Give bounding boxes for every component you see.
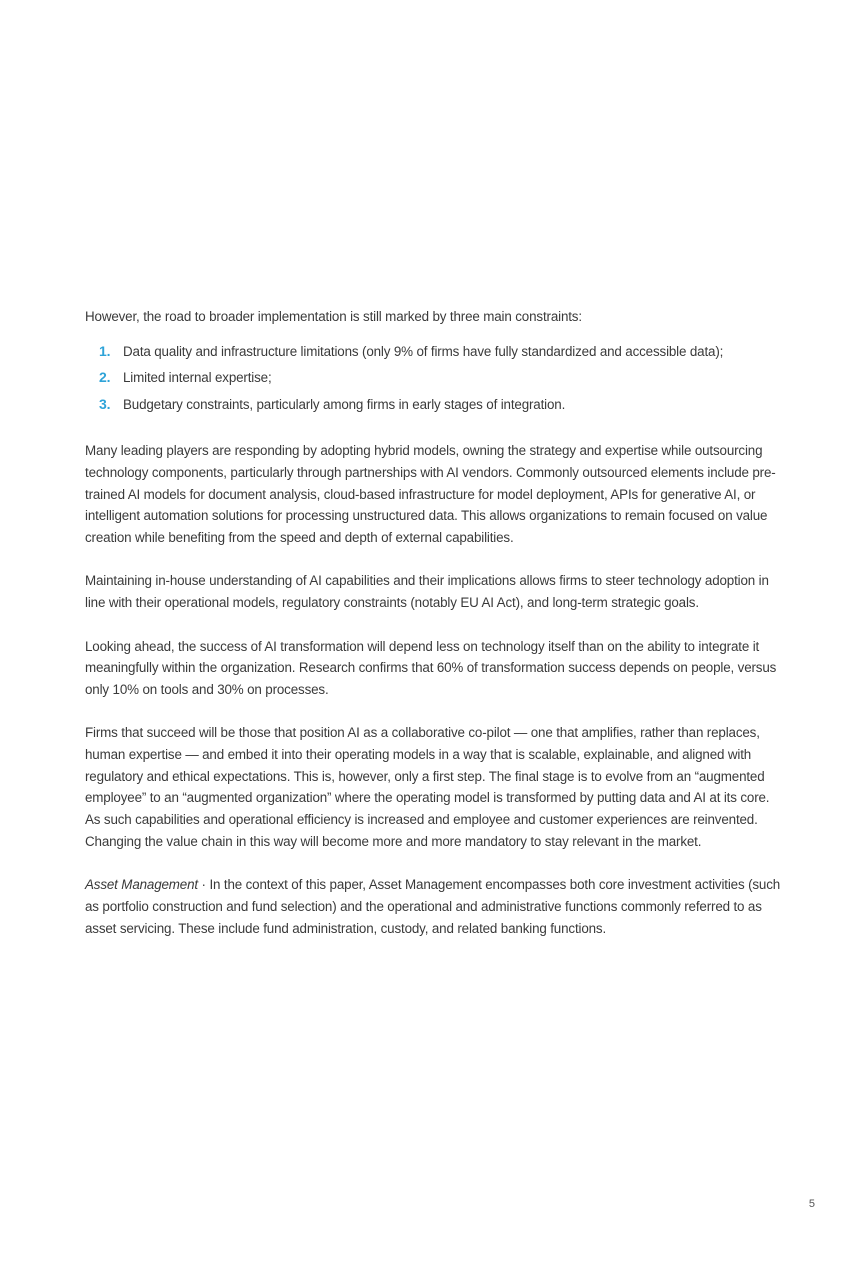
hybrid-models-paragraph: Many leading players are responding by adopting hybrid models, owning the strategy and expertise while outsourcing technology components, particularly through partnerships with AI vendors. Commonly outsourced elements include pre-trained AI models for document analysis, cloud-based infrastructure for model deployment, APIs for generative AI, or intelligent automation solutions for processing unstructured data. This allows organizations to remain focused on value creation while benefiting from the speed and depth of external capabilities. [85, 443, 776, 546]
list-item-text: Limited internal expertise; [123, 370, 272, 386]
firms-succeed-paragraph: Firms that succeed will be those that position AI as a collaborative co-pilot — one that amplifies, rather than replaces, human expertise — and embed it into their operating models in a way that is scalable, explainable, and aligned with regulatory and ethical expectations. This is, however, only a first step. The final stage is to evolve from an “augmented employee” to an “augmented organization” where the operating model is transformed by putting data and AI at its core. As such capabilities and operational efficiency is increased and employee and customer experiences are reinvented. Changing the value chain in this way will become more and more mandatory to stay relevant in the market. [85, 725, 770, 849]
list-item-text: Budgetary constraints, particularly among firms in early stages of integration. [123, 396, 566, 412]
looking-ahead-paragraph: Looking ahead, the success of AI transformation will depend less on technology itself than on the ability to integrate it meaningfully within the organization. Research confirms that 60% of transformation success depends on people, versus only 10% on tools and 30% on processes. [85, 638, 777, 697]
footnote-paragraph [85, 874, 785, 939]
in-house-paragraph: Maintaining in-house understanding of AI capabilities and their implications allows firms to steer technology adoption in line with their operational models, regulatory constraints (notably EU AI Act), and long-term strategic goals. [85, 573, 769, 611]
intro-paragraph: However, the road to broader implementation is still marked by three main constraints: [85, 309, 582, 324]
list-item [85, 367, 785, 394]
list-item-text: Data quality and infrastructure limitations (only 9% of firms have fully standardized and accessible data); [123, 343, 724, 359]
constraints-list [85, 341, 785, 421]
list-number: 2. [99, 369, 111, 386]
footnote-term: Asset Management [85, 877, 198, 893]
page-number: 5 [808, 1198, 815, 1210]
list-number: 3. [99, 395, 111, 412]
footnote-separator: · [197, 877, 210, 893]
list-item [85, 394, 785, 421]
list-number: 1. [99, 342, 111, 359]
list-item [85, 341, 785, 368]
footnote-text: In the context of this paper, Asset Management encompasses both core investment activities (such as portfolio construction and fund selection) and the operational and administrative functions commonly referred to as asset servicing. These include fund administration, custody, and related banking functions. [85, 877, 781, 936]
page-body [85, 306, 785, 939]
